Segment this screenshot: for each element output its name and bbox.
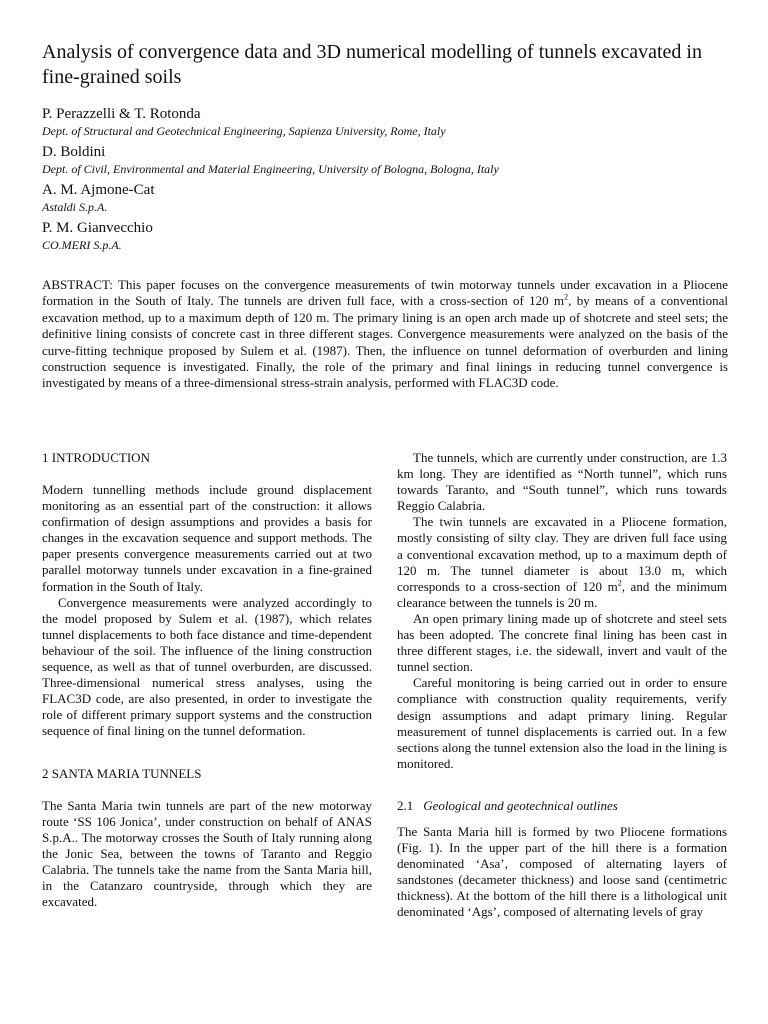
abstract-text-2: , by means of a conventional excavation method, up to a maximum depth of 120 m. The primary lining is an open arch made up of shotcrete and steel sets; the definitive lining consists of concrete cast in three different stages. Convergence measurements were analyzed on the basis of the curve-fitting technique proposed by Sulem et al. (1987). Then, the influence on tunnel deformation of overburden and lining construction sequence is investigated. Finally, the role of the primary and final linings in reducing tunnel convergence is investigated by means of a three-dimensional stress-strain analysis, performed with FLAC3D code. <box>42 293 728 391</box>
right-paragraph-4: Careful monitoring is being carried out in order to ensure compliance with construction quality requirements, verify design assumptions and adapt primary lining. Regular measurement of tunnel displacements is carried out. In a few sections along the tunnel extension also the load in the lining is monitored. <box>397 675 727 771</box>
right-paragraph-5: The Santa Maria hill is formed by two Pliocene formations (Fig. 1). In the upper part of the hill there is a formation denominated ‘Asa’, composed of alternating layers of sandstones (decameter thickness) and loose sand (centimetric thickness). At the bottom of the hill there is a lithological unit denominated ‘Ags’, composed of alternating levels of gray <box>397 823 727 920</box>
affiliation-4: CO.MERI S.p.A. <box>42 238 122 252</box>
affiliation-3: Astaldi S.p.A. <box>42 200 108 214</box>
right-paragraph-2-text-1: The twin tunnels are excavated in a Pliocene formation, mostly consisting of silty clay. They are driven full face using a conventional excavation method, up to a maximum depth of 120 m. The tunnel diameter is about 13.0 m, which corresponds to a cross-section of 120 m <box>397 514 727 594</box>
abstract-superscript: 2 <box>564 293 569 303</box>
left-column <box>42 450 372 910</box>
right-paragraph-2-text-2: , and the minimum clearance between the tunnels is 20 m. <box>397 578 727 610</box>
right-paragraph-2 <box>397 514 727 611</box>
subheading-number: 2.1 <box>397 797 414 813</box>
affiliation-1: Dept. of Structural and Geotechnical Engineering, Sapienza University, Rome, Italy <box>42 124 446 138</box>
right-paragraph-1: The tunnels, which are currently under construction, are 1.3 km long. They are identified as “North tunnel”, which runs towards Taranto, and “South tunnel”, which runs towards Reggio Calabria. <box>397 450 727 514</box>
intro-paragraph-1: Modern tunnelling methods include ground displacement monitoring as an essential part of the construction: it allows confirmation of design assumptions and provides a basis for changes in the excavation sequence and support methods. The paper presents convergence measurements carried out at two parallel motorway tunnels under excavation in a fine-grained formation in the South of Italy. <box>42 482 372 594</box>
intro-paragraph-2: Convergence measurements were analyzed accordingly to the model proposed by Sulem et al. (1987), which relates tunnel displacements to both face distance and time-dependent behaviour of the soil. The influence of the lining construction sequence, as well as that of tunnel overburden, are discussed. Three-dimensional numerical stress analyses, using the FLAC3D code, are also presented, in order to investigate the role of different primary support systems and the construction sequence of final lining on the tunnel deformation. <box>42 594 372 739</box>
author-1: P. Perazzelli & T. Rotonda <box>42 106 201 122</box>
abstract <box>42 277 728 392</box>
abstract-text-1: ABSTRACT: This paper focuses on the convergence measurements of twin motorway tunnels under excavation in a Pliocene formation in the South of Italy. The tunnels are driven full face, with a cross-section of 120 m <box>42 277 728 309</box>
heading-introduction: 1 INTRODUCTION <box>42 450 150 465</box>
santa-maria-paragraph-1: The Santa Maria twin tunnels are part of the new motorway route ‘SS 106 Jonica’, under construction on behalf of ANAS S.p.A.. The motorway crosses the South of Italy running along the Jonic Sea, between the towns of Taranto and Reggio Calabria. The tunnels take the name from the Santa Maria hill, in the Catanzaro countryside, through which they are excavated. <box>42 797 372 910</box>
right-column <box>397 450 727 920</box>
author-3: A. M. Ajmone-Cat <box>42 182 155 198</box>
right-paragraph-3: An open primary lining made up of shotcrete and steel sets has been adopted. The concrete final lining has been cast in three different stages, i.e. the sidewall, invert and vault of the tunnel section. <box>397 610 727 675</box>
author-2: D. Boldini <box>42 144 106 160</box>
heading-santa-maria-tunnels: 2 SANTA MARIA TUNNELS <box>42 765 202 781</box>
subheading-title: Geological and geotechnical outlines <box>423 797 618 813</box>
right-paragraph-2-superscript: 2 <box>617 578 622 588</box>
paper-header <box>42 40 728 392</box>
affiliation-2: Dept. of Civil, Environmental and Material Engineering, University of Bologna, Bologna, Italy <box>42 162 499 176</box>
author-4: P. M. Gianvecchio <box>42 220 153 236</box>
paper-title: Analysis of convergence data and 3D numerical modelling of tunnels excavated in fine-grained soils <box>42 41 702 88</box>
subheading-geological-outlines <box>397 798 727 814</box>
